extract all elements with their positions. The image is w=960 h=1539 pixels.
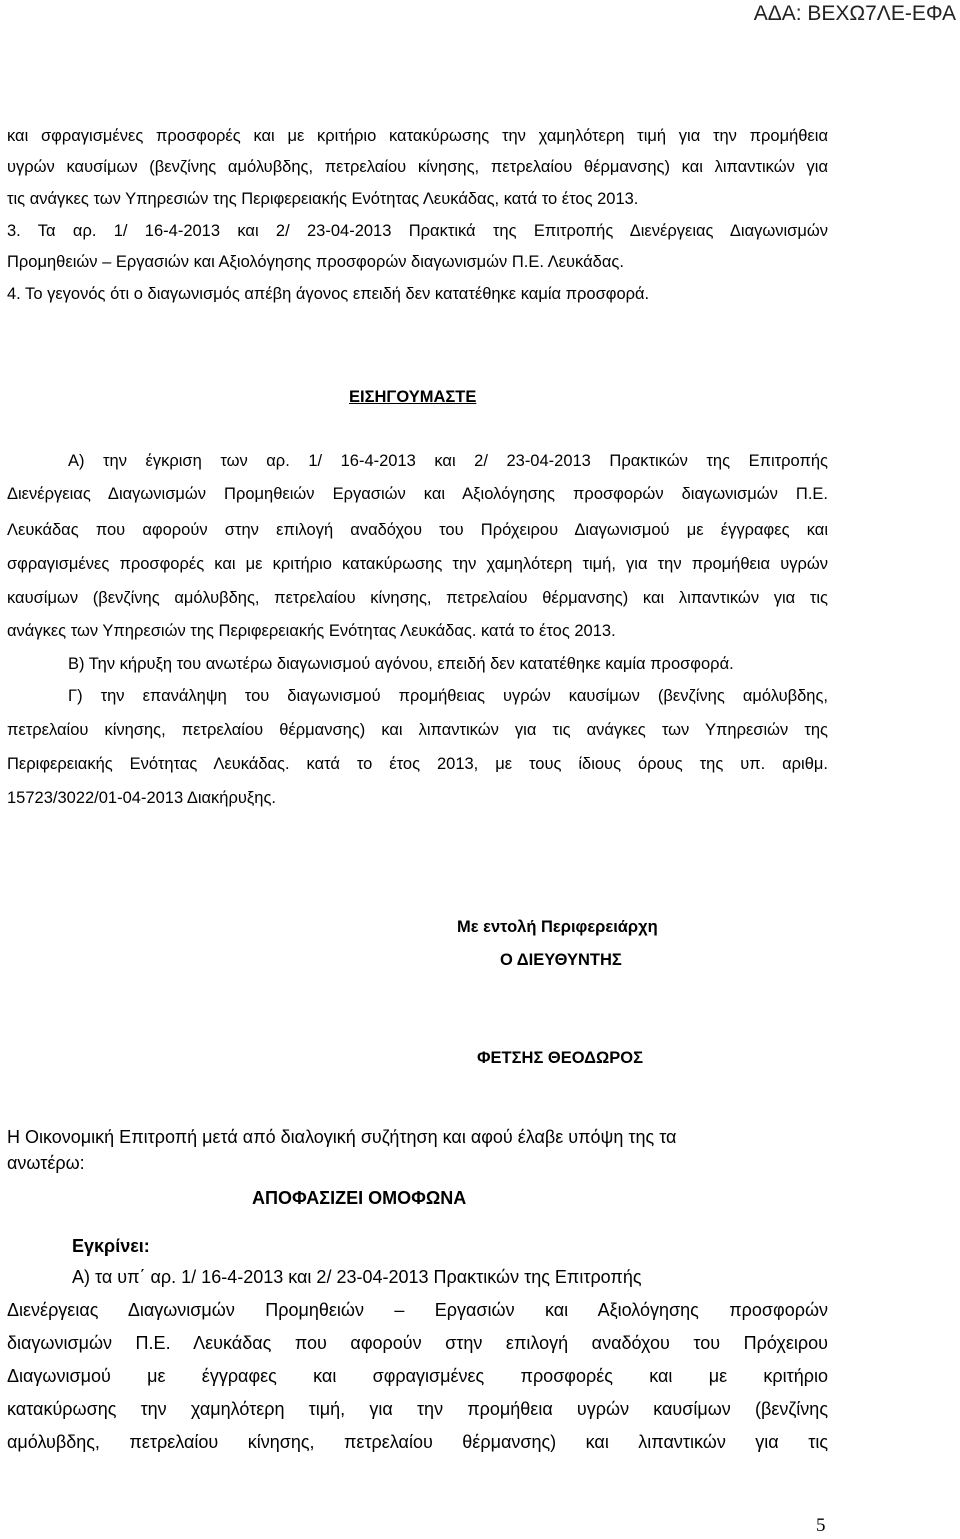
proposal-line: σφραγισμένες προσφορές και με κριτήριο κατακύρωσης την χαμηλότερη τιμή, για την προμήθεια υγρών [7,555,828,573]
proposal-line: Α) την έγκριση των αρ. 1/ 16-4-2013 και 2/ 23-04-2013 Πρακτικών της Επιτροπής [68,452,828,470]
approval-line: κατακύρωσης την χαμηλότερη τιμή, για την προμήθεια υγρών καυσίμων (βενζίνης [7,1399,828,1419]
proposal-line: Διενέργειας Διαγωνισμών Προμηθειών Εργασιών και Αξιολόγησης προσφορών διαγωνισμών Π.Ε. [7,485,828,503]
intro-line: Προμηθειών – Εργασιών και Αξιολόγησης προσφορών διαγωνισμών Π.Ε. Λευκάδας. [7,253,624,271]
signature-order-line: Με εντολή Περιφερειάρχη [457,918,658,936]
approves-label: Εγκρίνει: [72,1236,150,1256]
intro-line: υγρών καυσίμων (βενζίνης αμόλυβδης, πετρελαίου κίνησης, πετρελαίου θέρμανσης) και λιπαντικών για [7,158,828,176]
proposal-line: Περιφερειακής Ενότητας Λευκάδας. κατά το έτος 2013, με τους ίδιους όρους της υπ. αριθμ. [7,755,828,773]
approval-line: Α) τα υπ΄ αρ. 1/ 16-4-2013 και 2/ 23-04-2013 Πρακτικών της Επιτροπής [72,1267,642,1287]
signature-name: ΦΕΤΣΗΣ ΘΕΟΔΩΡΟΣ [477,1049,643,1067]
page-number: 5 [816,1515,826,1536]
approval-line: διαγωνισμών Π.Ε. Λευκάδας που αφορούν στην επιλογή αναδόχου του Πρόχειρου [7,1333,828,1353]
proposal-line: ανάγκες των Υπηρεσιών της Περιφερειακής Ενότητας Λευκάδας. κατά το έτος 2013. [7,622,616,640]
proposal-line: Β) Την κήρυξη του ανωτέρω διαγωνισμού αγόνου, επειδή δεν κατατέθηκε καμία προσφορά. [68,655,734,673]
intro-line: τις ανάγκες των Υπηρεσιών της Περιφερειακής Ενότητας Λευκάδας, κατά το έτος 2013. [7,190,639,208]
proposal-line: καυσίμων (βενζίνης αμόλυβδης, πετρελαίου κίνησης, πετρελαίου θέρμανσης) και λιπαντικών για τις [7,589,828,607]
proposal-line: 15723/3022/01-04-2013 Διακήρυξης. [7,789,276,807]
intro-line: και σφραγισμένες προσφορές και με κριτήριο κατακύρωσης την χαμηλότερη τιμή για την προμήθεια [7,127,828,145]
decision-heading: ΑΠΟΦΑΣΙΖΕΙ ΟΜΟΦΩΝΑ [252,1188,467,1208]
approval-line: Διαγωνισμού με έγγραφες και σφραγισμένες προσφορές και με κριτήριο [7,1366,828,1386]
proposal-heading: ΕΙΣΗΓΟΥΜΑΣΤΕ [349,388,477,406]
committee-line: Η Οικονομική Επιτροπή μετά από διαλογική συζήτηση και αφού έλαβε υπόψη της τα [7,1127,677,1147]
ada-header: ΑΔΑ: ΒΕΧΩ7ΛΕ-ΕΦΑ [753,2,956,25]
signature-title: Ο ΔΙΕΥΘΥΝΤΗΣ [500,951,622,969]
approval-line: αμόλυβδης, πετρελαίου κίνησης, πετρελαίου θέρμανσης) και λιπαντικών για τις [7,1432,828,1452]
intro-line: 4. Το γεγονός ότι ο διαγωνισμός απέβη άγονος επειδή δεν κατατέθηκε καμία προσφορά. [7,285,650,303]
intro-line: 3. Τα αρ. 1/ 16-4-2013 και 2/ 23-04-2013 Πρακτικά της Επιτροπής Διενέργειας Διαγωνισμών [7,222,828,240]
committee-line: ανωτέρω: [7,1153,85,1173]
proposal-line: Λευκάδας που αφορούν στην επιλογή αναδόχου του Πρόχειρου Διαγωνισμού με έγγραφες και [7,521,828,539]
proposal-line: Γ) την επανάληψη του διαγωνισμού προμήθειας υγρών καυσίμων (βενζίνης αμόλυβδης, [68,687,828,705]
approval-line: Διενέργειας Διαγωνισμών Προμηθειών – Εργασιών και Αξιολόγησης προσφορών [7,1300,828,1320]
proposal-line: πετρελαίου κίνησης, πετρελαίου θέρμανσης) και λιπαντικών για τις ανάγκες των Υπηρεσιών της [7,721,828,739]
